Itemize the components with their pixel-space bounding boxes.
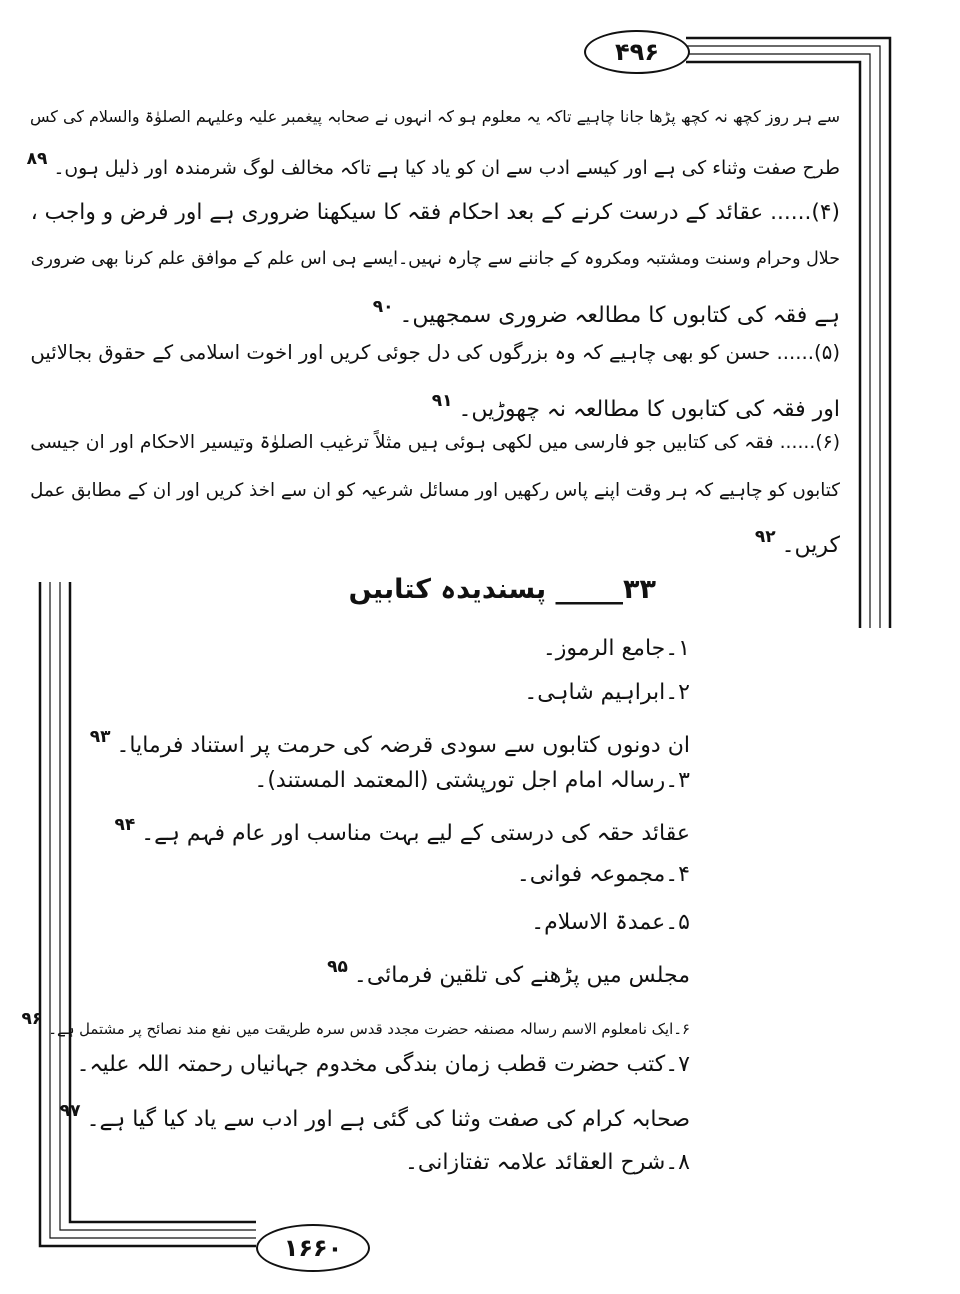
paragraph-line: ہے فقہ کی کتابوں کا مطالعہ ضروری سمجھیں۔$^{۹۰}$ <box>372 297 840 328</box>
footnote-marker: ۹۰ <box>372 297 394 317</box>
list-item: ۲۔ابراہیم شاہی۔ <box>524 680 690 705</box>
footnote-marker: ۹۳ <box>89 727 111 747</box>
list-item: ۶۔ایک نامعلوم الاسم رسالہ مصنفہ حضرت مجدد قدس سرہ طریقت میں نفع مند نصائح پر مشتمل ہے۔۹۶ <box>21 1009 690 1038</box>
footnote-marker: ۹۶ <box>21 1009 43 1029</box>
paragraph-line: حلال وحرام وسنت ومشتبہ ومکروہ کے جاننے سے چارہ نہیں۔ایسے ہی اس علم کے موافق علم کرنا بھی ضروری <box>30 249 840 269</box>
footnote-marker: ۹۵ <box>327 957 348 977</box>
list-item: ۳۔رسالہ امام اجل تورپشتی (المعتمد المستند)۔ <box>254 768 690 793</box>
list-item: مجلس میں پڑھنے کی تلقین فرمائی۔$^{۹۵}$ <box>327 957 690 988</box>
paragraph-line: سے ہر روز کچھ نہ کچھ پڑھا جانا چاہیے تاکہ یہ معلوم ہو کہ انہوں نے صحابہ پیغمبر علیہ وعلیہم الصلوٰۃ والسلام کی کس <box>29 107 840 126</box>
page-number-top: ۴۹۶ <box>584 30 690 74</box>
list-item: عقائد حقہ کی درستی کے لیے بہت مناسب اور عام فہم ہے۔$^{۹۴}$ <box>114 815 690 846</box>
paragraph-line: کتابوں کو چاہیے کہ ہر وقت اپنے پاس رکھیں اور مسائل شرعیہ کو ان سے اخذ کریں اور ان کے مطابق عمل <box>30 480 840 501</box>
page-number-bottom: ۱۶۶۰ <box>256 1224 370 1272</box>
list-item: ان دونوں کتابوں سے سودی قرضہ کی حرمت پر استناد فرمایا۔$^{۹۳}$ <box>89 727 690 758</box>
paragraph-line: (۴)...... عقائد کے درست کرنے کے بعد احکام فقہ کا سیکھنا ضروری ہے اور فرض و واجب ، <box>30 200 840 225</box>
list-item: ۵۔عمدۃ الاسلام۔ <box>531 910 690 935</box>
footnote-marker: ۹۲ <box>754 527 776 547</box>
list-item: ۷۔کتب حضرت قطب زمان بندگی مخدوم جہانیاں رحمتہ اللہ علیہ۔ <box>76 1052 690 1077</box>
footnote-marker: ۹۴ <box>114 815 136 835</box>
list-item: صحابہ کرام کی صفت وثنا کی گئی ہے اور ادب سے یاد کیا گیا ہے۔$^{۹۷}$ <box>59 1101 690 1132</box>
paragraph-line: اور فقہ کی کتابوں کا مطالعہ نہ چھوڑیں۔$^{۹۱}$ <box>431 391 840 422</box>
list-item: ۴۔مجموعہ فوانی۔ <box>516 862 690 887</box>
footnote-marker: ۸۹ <box>26 149 48 169</box>
list-item: ۱۔جامع الرموز۔ <box>542 636 690 661</box>
list-item: ۸۔شرح العقائد علامہ تفتازانی۔ <box>404 1150 690 1175</box>
section-heading: ۳۳_____ پسندیدہ کتابیں <box>348 574 656 605</box>
paragraph-line: کریں۔$^{۹۲}$ <box>754 527 840 558</box>
paragraph-line: طرح صفت وثناء کی ہے اور کیسے ادب سے ان کو یاد کیا ہے تاکہ مخالف لوگ شرمندہ اور ذلیل ہوں۔۸۹ <box>26 149 840 179</box>
footnote-marker: ۹۷ <box>59 1101 81 1121</box>
footnote-marker: ۹۱ <box>431 391 453 411</box>
paragraph-line: (۶)...... فقہ کی کتابیں جو فارسی میں لکھی ہوئی ہیں مثلاً ترغیب الصلوٰۃ وتیسیر الاحکام اور ان جیسی <box>30 432 840 453</box>
paragraph-line: (۵)...... حسن کو بھی چاہیے کہ وہ بزرگوں کی دل جوئی کریں اور اخوت اسلامی کے حقوق بجالائیں <box>30 341 840 364</box>
